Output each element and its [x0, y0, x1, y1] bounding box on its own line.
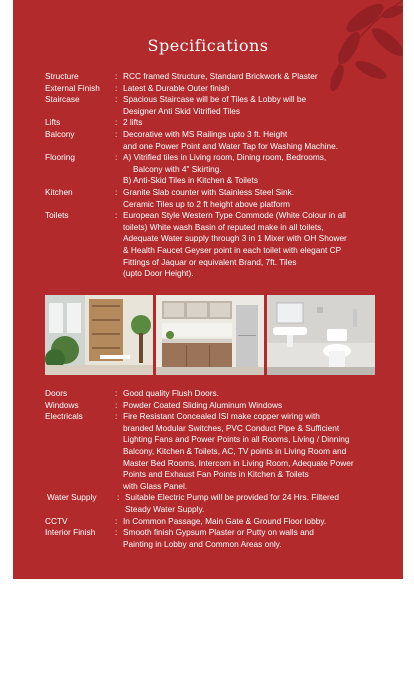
spec-separator: :	[115, 128, 118, 139]
spec-label: Flooring	[45, 152, 75, 163]
spec-row	[45, 71, 391, 83]
spec-value-line: Spacious Staircase will be of Tiles & Lobby will be	[123, 94, 307, 105]
spec-value	[123, 411, 391, 492]
spec-value	[123, 527, 391, 550]
spec-separator: :	[115, 94, 118, 105]
photo-strip	[45, 295, 375, 375]
spec-value-line: Granite Slab counter with Stainless Steel Sink.	[123, 186, 295, 197]
spec-label: Interior Finish	[45, 527, 96, 538]
spec-separator: :	[117, 492, 120, 503]
spec-label: Balcony	[45, 128, 75, 139]
spec-value-line: Points and Exhaust Fan Points in Kitchen & Toilets	[123, 469, 309, 480]
spec-row	[45, 516, 391, 528]
spec-value-line: Smooth finish Gypsum Plaster or Putty on walls and	[123, 527, 314, 538]
spec-row	[45, 492, 391, 515]
spec-value-line: European Style Western Type Commode (White Colour in all	[123, 210, 346, 221]
spec-value-line: toilets) White wash Basin of reputed make in all toilets,	[123, 221, 324, 232]
spec-value-line: Suitable Electric Pump will be provided for 24 Hrs. Filtered	[125, 492, 339, 503]
specs-list-bottom	[45, 388, 391, 550]
spec-separator: :	[115, 527, 118, 538]
spec-separator: :	[115, 210, 118, 221]
spec-value-line: Steady Water Supply.	[125, 503, 205, 514]
spec-label: External Finish	[45, 82, 100, 93]
spec-label: Doors	[45, 388, 68, 398]
spec-separator: :	[115, 399, 118, 410]
spec-label: Staircase	[45, 94, 80, 105]
kitchen-photo	[156, 295, 264, 375]
spec-value	[123, 400, 391, 412]
living-room-photo	[45, 295, 153, 375]
spec-value-line: Balcony, Kitchen & Toilets, AC, TV points in Living Room and	[123, 445, 347, 456]
spec-label: Electricals	[45, 411, 83, 422]
spec-value	[123, 516, 391, 528]
spec-value-line: Balcony with 4" Skirting.	[133, 163, 222, 174]
spec-value	[123, 210, 391, 280]
page-title: Specifications	[147, 36, 269, 55]
spec-value-line: branded Modular Switches, PVC Conduct Pipe & Sufficient	[123, 422, 340, 433]
spec-value-line: with Glass Panel.	[123, 480, 188, 491]
spec-label: Toilets	[45, 210, 69, 221]
spec-value-line: Latest & Durable Outer finish	[123, 82, 230, 93]
spec-separator: :	[115, 71, 118, 81]
specs-list-top	[45, 71, 391, 280]
spec-label: CCTV	[45, 515, 68, 526]
spec-value-line: Powder Coated Sliding Aluminum Windows	[123, 399, 283, 410]
spec-value-line: A) Vitrified tiles in Living room, Dining room, Bedrooms,	[123, 152, 327, 163]
spec-row	[45, 400, 391, 412]
spec-row	[45, 152, 391, 187]
spec-value	[123, 152, 391, 187]
spec-value-line: Decorative with MS Railings upto 3 ft. Height	[123, 128, 288, 139]
spec-value-line: In Common Passage, Main Gate & Ground Floor lobby.	[123, 515, 327, 526]
spec-separator: :	[115, 411, 118, 422]
spec-row	[45, 83, 391, 95]
spec-separator: :	[115, 152, 118, 163]
spec-value-line: Fire Resistant Concealed ISI make copper wiring with	[123, 411, 320, 422]
spec-value-line: Master Bed Rooms, Intercom in Living Room, Adequate Power	[123, 457, 354, 468]
spec-value	[123, 388, 391, 400]
spec-value-line: 2 lifts	[123, 117, 143, 128]
spec-value-line: Designer Anti Skid Vitrified Tiles	[123, 105, 240, 116]
spec-value-line: Adequate Water supply through 3 in 1 Mixer with OH Shower	[123, 233, 347, 244]
spec-row	[45, 527, 391, 550]
spec-row	[45, 94, 391, 117]
spec-value-line: B) Anti-Skid Tiles in Kitchen & Toilets	[123, 175, 258, 186]
spec-label: Lifts	[45, 117, 61, 128]
spec-value-line: and one Power Point and Water Tap for Washing Machine.	[123, 140, 339, 151]
spec-value-line: (upto Door Height).	[123, 268, 194, 279]
spec-value-line: Lighting Fans and Power Points in all Rooms, Living / Dinning	[123, 434, 350, 445]
spec-value	[123, 117, 391, 129]
spec-separator: :	[115, 515, 118, 526]
spec-value	[123, 83, 391, 95]
spec-row	[45, 388, 391, 400]
spec-label: Water Supply	[47, 492, 97, 503]
spec-separator: :	[115, 82, 118, 93]
spec-value-line: Good quality Flush Doors.	[123, 388, 219, 398]
spec-value	[123, 187, 391, 210]
spec-value	[125, 492, 391, 515]
spec-value-line: Painting in Lobby and Common Areas only.	[123, 538, 282, 549]
spec-value	[123, 94, 391, 117]
bathroom-photo	[267, 295, 375, 375]
spec-value	[123, 129, 391, 152]
spec-label: Structure	[45, 71, 79, 81]
spec-separator: :	[115, 186, 118, 197]
spec-label: Windows	[45, 399, 79, 410]
spec-value	[123, 71, 391, 83]
spec-value-line: & Health Faucet Geyser point in each toilet with elegant CP	[123, 244, 342, 255]
spec-row	[45, 210, 391, 280]
specifications-panel	[13, 0, 403, 579]
spec-value-line: RCC framed Structure, Standard Brickwork & Plaster	[123, 71, 318, 81]
spec-row	[45, 187, 391, 210]
spec-value-line: Fittings of Jaquar or equivalent Brand, 7ft. Tiles	[123, 256, 297, 267]
spec-separator: :	[115, 117, 118, 128]
spec-separator: :	[115, 388, 118, 398]
spec-row	[45, 411, 391, 492]
spec-label: Kitchen	[45, 186, 73, 197]
spec-row	[45, 129, 391, 152]
spec-row	[45, 117, 391, 129]
spec-value-line: Ceramic Tiles up to 2 ft height above platform	[123, 198, 290, 209]
